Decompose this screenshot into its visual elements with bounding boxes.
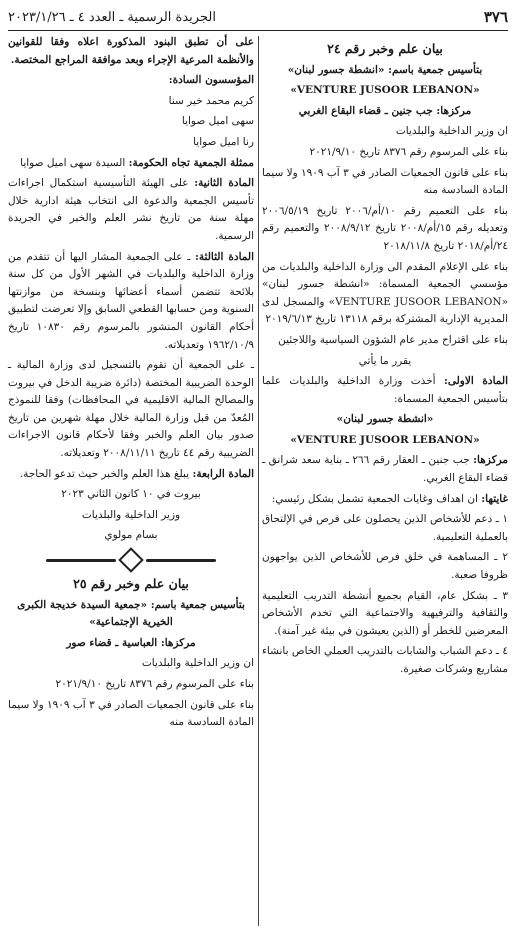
minister-title: وزير الداخلية والبلديات <box>81 508 181 521</box>
representative-text: السيدة سهى اميل صوايا <box>20 156 126 169</box>
article-text: يبلغ هذا العلم والخبر حيث تدعو الحاجة. <box>19 467 190 480</box>
issue-line: الجريدة الرسمية ـ العدد ٤ ـ ٢٠٢٣/١/٢٦ <box>8 9 216 25</box>
paragraph: بناء على قانون الجمعيات الصادر في ٣ آب ١٩٠٩ ولا سيما المادة السادسة منه <box>262 166 508 197</box>
representative-line <box>8 155 254 173</box>
goal-item: ٣ ـ بشكل عام، القيام بجميع أنشطة التدريب التعليمية والثقافية والترفيهية والاجتماعية التي تخدم الأشخاص المعرضين للخطر أو (الذين يعيشون في بيئة غير آمنة). <box>262 589 508 637</box>
paragraph: بناء على اقتراح مدير عام الشؤون السياسية واللاجئين <box>278 333 508 346</box>
association-name: «انشطة جسور لبنان» <box>336 413 434 426</box>
decision-heading: يقرر ما يأتي <box>358 354 412 367</box>
hq-label: مركزها: <box>473 454 508 467</box>
article-2 <box>8 175 254 245</box>
notice-25-subject: بتأسيس جمعية باسم: «جمعية السيدة خديجة الكبرى الخيرية الإجتماعية» <box>17 598 245 629</box>
article-text: على الهيئة التأسيسية استكمال اجراءات تأسيس الجمعية والدعوة الى انتخاب هيئة ادارية خلال مهلة سنة من تاريخ نشر العلم والخبر في الجريدة الرسمية. <box>8 177 254 242</box>
article-4 <box>8 466 254 484</box>
place-date: بيروت في ١٠ كانون الثاني ٢٠٢٣ <box>61 488 201 501</box>
left-column <box>8 34 254 735</box>
notice-24-title: بيان علم وخبر رقم ٢٤ <box>327 41 443 56</box>
goals-label: غايتها: <box>481 492 508 505</box>
founder-name: سهى اميل صوايا <box>181 115 254 128</box>
founder-name: كريم محمد خير سنا <box>168 94 254 107</box>
continuation-paragraph: على أن تطبق البنود المذكورة اعلاه وفقا للقوانين والأنظمة المرعية الإجراء وبعد موافقة المراجع المختصة. <box>8 36 254 66</box>
paragraph: ان وزير الداخلية والبلديات <box>395 125 508 138</box>
paragraph: بناء على المرسوم رقم ٨٣٧٦ تاريخ ٢٠٢١/٩/١٠ <box>309 145 508 158</box>
hq-text: جب جنين ـ العقار رقم ٢٦٦ ـ بناية سعد شرانق ـ قضاء البقاع الغربي. <box>262 454 508 485</box>
article-label: المادة الثالثة: <box>195 250 254 263</box>
article-label: المادة الرابعة: <box>192 467 254 480</box>
notice-24-subject: بتأسيس جمعية باسم: «انشطة جسور لبنان» <box>287 63 483 76</box>
article-text: ـ على الجمعية المشار اليها أن تتقدم من وزارة الداخلية والبلديات في الشهر الأول من كل سنة بلائحة تتضمن أسماء أعضائها وبنسخة من موازنتها السنوية ومن حسابها القطعي السابق وإلا تعرضت لتطبيق أحكام القانون المنشور بالمرسوم رقم ١٠٨٣٠ تاريخ ١٩٦٢/١٠/٩ وتعديلاته. <box>8 250 255 351</box>
notice-24-latin-name: «VENTURE JUSOOR LEBANON» <box>290 84 480 97</box>
founder-name: رنا اميل صوايا <box>193 135 254 148</box>
notice-25-hq: مركزها: العباسية ـ قضاء صور <box>66 636 196 649</box>
header-rule <box>8 30 508 31</box>
hq-line <box>262 452 508 487</box>
ornament-divider <box>8 551 254 569</box>
paragraph: بناء على التعميم رقم ١٠/أم/٢٠٠٦ تاريخ ٢٠٠٦/٥/١٩ وتعديله رقم ١٥/أم/٢٠٠٨ تاريخ ٢٠٠٨/٩/١٢ والتعميم رقم ٢٤/أم/٢٠١٨ تاريخ ٢٠١٨/١١/٨ <box>262 204 508 252</box>
notice-24-hq: مركزها: جب جنين ـ قضاء البقاع الغربي <box>298 104 472 117</box>
article-3-continued: ـ على الجمعية أن تقوم بالتسجيل لدى وزارة المالية ـ الوحدة الضريبية المختصة (دائرة ضريبة الدخل في بيروت والمصالح المالية الاقليمية في المحافظات) وفقا للنموذج المُعدّ من قبل وزارة المالية خلال مهلة شهرين من تاريخ صدور بيان العلم والخبر وفقا لأحكام قانون الاجراءات الضريبية رقم ٤٤ تاريخ ٢٠٠٨/١١/١١ وتعديلاته. <box>8 359 254 460</box>
right-column <box>262 34 508 682</box>
paragraph: بناء على المرسوم رقم ٨٣٧٦ تاريخ ٢٠٢١/٩/١٠ <box>55 678 254 690</box>
page-number: ٣٧٦ <box>483 8 508 26</box>
representative-label: ممثلة الجمعية تجاه الحكومة: <box>128 156 254 169</box>
founders-label: المؤسسون السادة: <box>168 74 254 87</box>
article-3 <box>8 249 254 355</box>
page-header <box>8 6 508 28</box>
article-label: المادة الاولى: <box>443 375 508 388</box>
association-latin-name: «VENTURE JUSOOR LEBANON» <box>290 433 480 446</box>
column-divider <box>258 36 259 926</box>
notice-25-title: بيان علم وخبر رقم ٢٥ <box>73 576 189 592</box>
goal-item: ١ ـ دعم للأشخاص الذين يحصلون على فرص في الإلتحاق بالعملية التعليمية. <box>262 513 508 543</box>
signer-name: بسام مولوي <box>104 529 158 542</box>
goals-line <box>262 491 508 509</box>
paragraph: بناء على الإعلام المقدم الى وزارة الداخلية والبلديات من مؤسسي الجمعية المسماة: «انشطة جسور لبنان» «VENTURE JUSOOR LEBANON» والمسجل لدى المديرية الإدارية المشتركة برقم ١٣١١٨ تاريخ ٢٠١٩/٦/١٣ <box>262 260 508 326</box>
goal-item: ٢ ـ المساهمة في خلق فرص للأشخاص الذين يواجهون ظروفا صعبة. <box>262 551 508 582</box>
goal-item: ٤ ـ دعم الشباب والشابات بالتدريب العملي الخاص بانشاء مشاريع وشركات صغيرة. <box>262 645 508 675</box>
paragraph: ان وزير الداخلية والبلديات <box>141 657 254 670</box>
article-1 <box>262 373 508 408</box>
paragraph: بناء على قانون الجمعيات الصادر في ٣ آب ١٩٠٩ ولا سيما المادة السادسة منه <box>8 698 254 729</box>
article-label: المادة الثانية: <box>194 177 254 190</box>
goals-text: ان اهداف وغايات الجمعية تشمل بشكل رئيسي: <box>271 492 478 505</box>
article-text: أخذت وزارة الداخلية والبلديات علما بتأسيس الجمعية المسماة: <box>262 375 508 405</box>
